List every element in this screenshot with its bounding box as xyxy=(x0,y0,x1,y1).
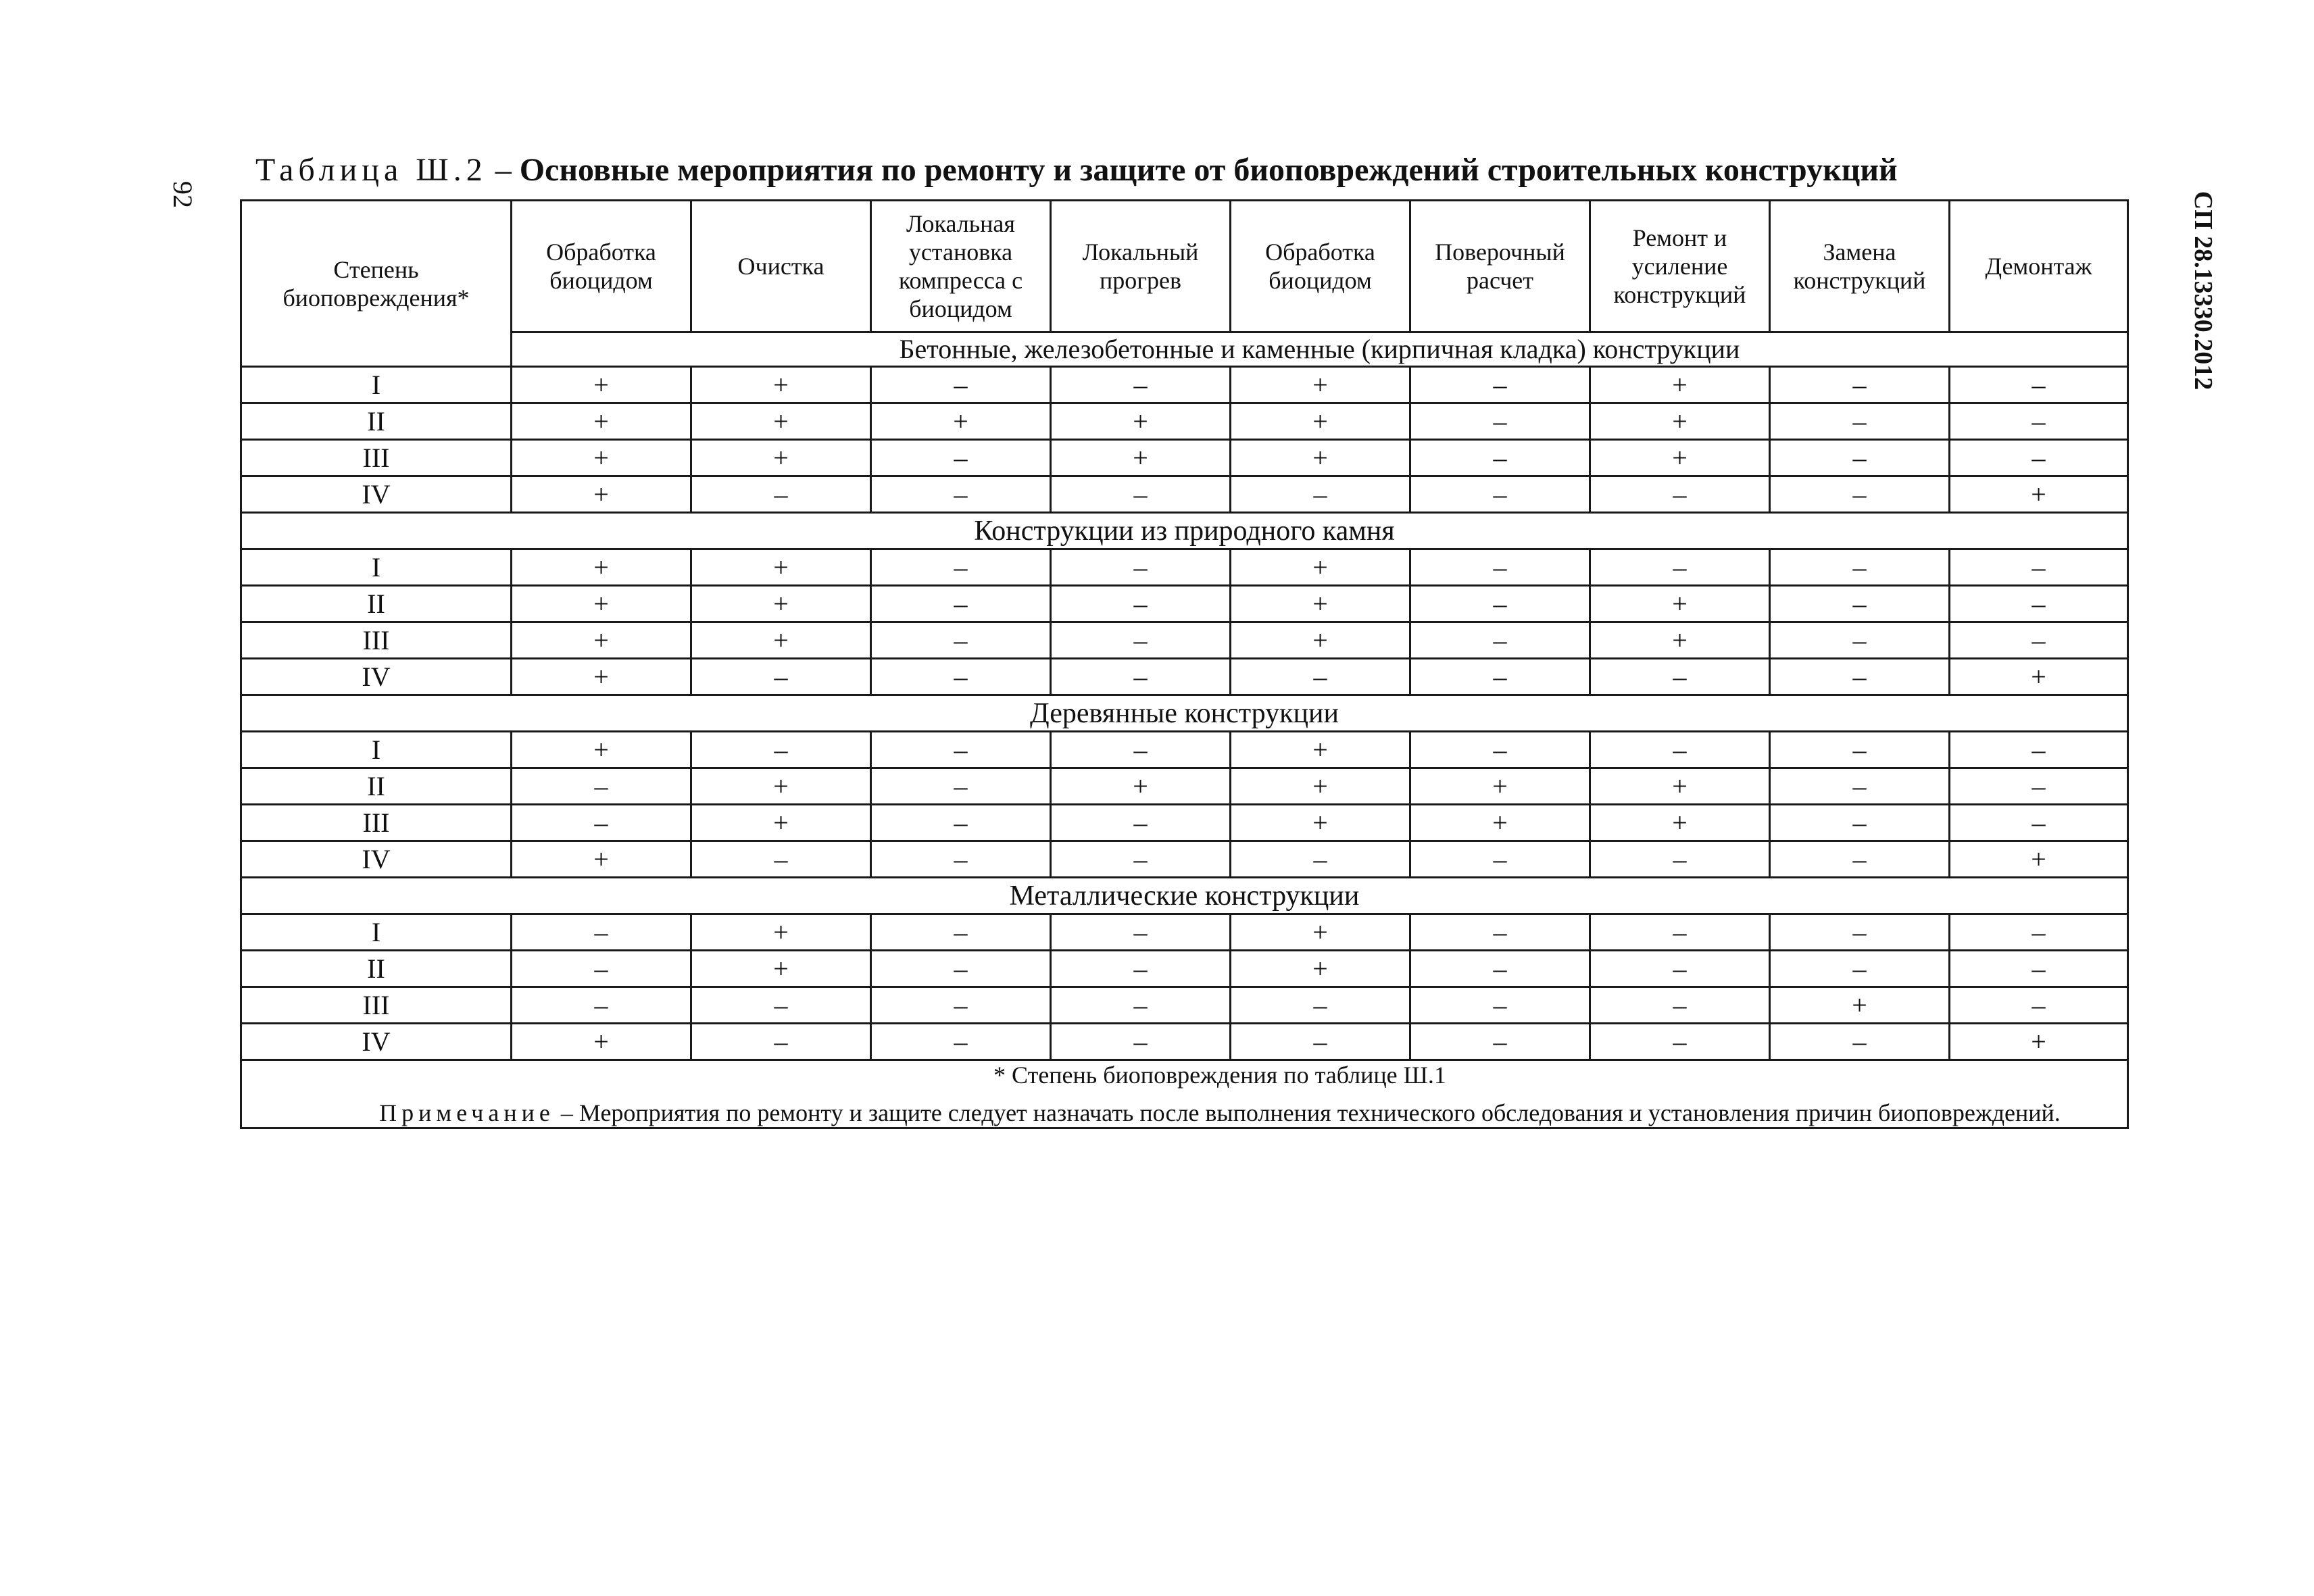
table-cell: + xyxy=(1231,586,1410,622)
table-cell: + xyxy=(1410,805,1590,841)
table-cell: – xyxy=(1051,549,1231,586)
table-cell: – xyxy=(512,987,691,1024)
table-cell: – xyxy=(1051,914,1231,951)
table-cell: – xyxy=(1770,549,1950,586)
table-cell: – xyxy=(1410,549,1590,586)
table-cell: – xyxy=(1051,367,1231,403)
header-degree: Степень биоповреждения* xyxy=(241,201,512,367)
table-cell: – xyxy=(871,367,1051,403)
footnote: * Степень биоповреждения по таблице Ш.1 xyxy=(993,1062,1446,1089)
table-cell: – xyxy=(1950,440,2128,476)
table-cell: – xyxy=(1950,805,2128,841)
table-cell: + xyxy=(1590,586,1770,622)
table-cell: – xyxy=(871,951,1051,987)
header-col-local-heating: Локальный прогрев xyxy=(1051,201,1231,332)
table-cell: – xyxy=(1770,440,1950,476)
degree-cell: II xyxy=(241,768,512,805)
degree-cell: II xyxy=(241,403,512,440)
table-cell: – xyxy=(1051,841,1231,878)
caption-dash: – xyxy=(487,152,520,188)
table-row xyxy=(241,659,2128,695)
table-cell: + xyxy=(1770,987,1950,1024)
table-cell: – xyxy=(1590,659,1770,695)
table-cell: – xyxy=(871,586,1051,622)
table-cell: – xyxy=(1950,367,2128,403)
table-cell: – xyxy=(1231,1024,1410,1060)
table-cell: – xyxy=(1231,841,1410,878)
degree-cell: IV xyxy=(241,841,512,878)
table-cell: – xyxy=(1770,367,1950,403)
table-cell: – xyxy=(1051,586,1231,622)
table-cell: + xyxy=(1231,367,1410,403)
measures-table xyxy=(240,199,2129,1129)
table-cell: – xyxy=(1770,586,1950,622)
table-cell: – xyxy=(1410,403,1590,440)
header-col-biocide-treatment: Обработка биоцидом xyxy=(512,201,691,332)
table-cell: – xyxy=(1590,951,1770,987)
table-cell: + xyxy=(512,586,691,622)
table-cell: – xyxy=(1590,732,1770,768)
table-cell: + xyxy=(512,1024,691,1060)
table-cell: – xyxy=(691,841,871,878)
header-col-dismantling: Демонтаж xyxy=(1950,201,2128,332)
table-cell: + xyxy=(1051,440,1231,476)
table-cell: – xyxy=(1590,476,1770,513)
degree-cell: III xyxy=(241,440,512,476)
note-label: Примечание xyxy=(379,1099,555,1126)
table-cell: – xyxy=(1770,403,1950,440)
table-cell: – xyxy=(871,476,1051,513)
table-cell: – xyxy=(1051,951,1231,987)
table-cell: – xyxy=(1051,1024,1231,1060)
table-row xyxy=(241,403,2128,440)
table-cell: + xyxy=(512,841,691,878)
table-cell: – xyxy=(1770,659,1950,695)
table-cell: + xyxy=(1231,403,1410,440)
table-cell: – xyxy=(1590,914,1770,951)
table-cell: + xyxy=(1051,403,1231,440)
table-cell: + xyxy=(1231,951,1410,987)
degree-cell: I xyxy=(241,732,512,768)
table-row xyxy=(241,987,2128,1024)
table-cell: – xyxy=(691,659,871,695)
table-cell: + xyxy=(1231,440,1410,476)
note-text: Мероприятия по ремонту и защите следует назначать после выполнения технического обследования и установления причин биоповреждений. xyxy=(578,1099,2061,1126)
table-cell: – xyxy=(1410,367,1590,403)
table-cell: + xyxy=(691,586,871,622)
table-cell: – xyxy=(1590,1024,1770,1060)
table-cell: + xyxy=(691,914,871,951)
section-title: Деревянные конструкции xyxy=(241,695,2128,732)
table-cell: – xyxy=(1410,951,1590,987)
table-row xyxy=(241,367,2128,403)
degree-cell: III xyxy=(241,805,512,841)
table-cell: + xyxy=(512,367,691,403)
table-row xyxy=(241,1024,2128,1060)
table-row xyxy=(241,805,2128,841)
table-cell: – xyxy=(1770,841,1950,878)
caption-label: Таблица Ш.2 xyxy=(255,152,487,188)
table-cell: – xyxy=(871,549,1051,586)
table-cell: + xyxy=(512,440,691,476)
notes-row xyxy=(241,1060,2128,1128)
table-cell: – xyxy=(1950,586,2128,622)
degree-cell: I xyxy=(241,367,512,403)
table-cell: – xyxy=(1231,659,1410,695)
header-col-biocide-treatment-2: Обработка биоцидом xyxy=(1231,201,1410,332)
header-col-local-compress: Локальная установка компресса с биоцидом xyxy=(871,201,1051,332)
table-row xyxy=(241,476,2128,513)
table-cell: – xyxy=(1410,440,1590,476)
table-cell: – xyxy=(1770,805,1950,841)
table-cell: – xyxy=(1770,951,1950,987)
degree-cell: III xyxy=(241,987,512,1024)
table-cell: – xyxy=(1231,476,1410,513)
table-cell: – xyxy=(1950,951,2128,987)
table-cell: – xyxy=(1410,659,1590,695)
table-cell: – xyxy=(1770,732,1950,768)
table-row xyxy=(241,549,2128,586)
section-title-row xyxy=(241,695,2128,732)
section-title: Металлические конструкции xyxy=(241,878,2128,914)
table-cell: + xyxy=(1590,367,1770,403)
table-cell: – xyxy=(1950,987,2128,1024)
table-cell: – xyxy=(512,768,691,805)
table-cell: – xyxy=(1950,403,2128,440)
caption-title: Основные мероприятия по ремонту и защите от биоповреждений строительных конструкций xyxy=(519,152,1898,188)
degree-cell: I xyxy=(241,914,512,951)
table-row xyxy=(241,951,2128,987)
table-cell: + xyxy=(512,549,691,586)
table-cell: + xyxy=(691,768,871,805)
table-cell: – xyxy=(1590,841,1770,878)
table-cell: + xyxy=(1051,768,1231,805)
table-cell: – xyxy=(1770,1024,1950,1060)
table-row xyxy=(241,586,2128,622)
degree-cell: IV xyxy=(241,476,512,513)
table-cell: – xyxy=(1770,914,1950,951)
table-cell: + xyxy=(1590,768,1770,805)
section-title: Конструкции из природного камня xyxy=(241,513,2128,549)
degree-cell: II xyxy=(241,586,512,622)
table-cell: – xyxy=(1051,805,1231,841)
table-cell: + xyxy=(1950,476,2128,513)
table-cell: + xyxy=(691,367,871,403)
table-cell: – xyxy=(1770,476,1950,513)
table-cell: – xyxy=(871,805,1051,841)
table-cell: + xyxy=(1590,622,1770,659)
table-cell: – xyxy=(1051,622,1231,659)
table-cell: – xyxy=(1770,622,1950,659)
table-cell: + xyxy=(1410,768,1590,805)
table-cell: – xyxy=(1770,768,1950,805)
table-row xyxy=(241,440,2128,476)
table-cell: – xyxy=(1410,914,1590,951)
table-cell: + xyxy=(691,403,871,440)
table-cell: + xyxy=(1590,805,1770,841)
table-cell: + xyxy=(871,403,1051,440)
table-cell: – xyxy=(691,1024,871,1060)
degree-cell: I xyxy=(241,549,512,586)
header-col-cleaning: Очистка xyxy=(691,201,871,332)
table-cell: + xyxy=(512,659,691,695)
group-label-concrete: Бетонные, железобетонные и каменные (кирпичная кладка) конструкции xyxy=(512,332,2128,367)
table-cell: + xyxy=(1231,768,1410,805)
note-dash: – xyxy=(554,1099,579,1126)
table-cell: – xyxy=(691,987,871,1024)
table-cell: – xyxy=(1590,549,1770,586)
table-cell: – xyxy=(871,659,1051,695)
table-cell: – xyxy=(512,951,691,987)
table-cell: + xyxy=(512,476,691,513)
note xyxy=(242,1099,2127,1127)
table-cell: + xyxy=(1950,659,2128,695)
table-cell: – xyxy=(871,440,1051,476)
section-title-row xyxy=(241,513,2128,549)
table-cell: + xyxy=(1231,914,1410,951)
table-row xyxy=(241,914,2128,951)
table-cell: – xyxy=(1950,768,2128,805)
table-caption xyxy=(255,150,1898,191)
table-cell: – xyxy=(1410,476,1590,513)
table-cell: + xyxy=(691,440,871,476)
notes-cell xyxy=(241,1060,2128,1128)
degree-cell: II xyxy=(241,951,512,987)
table-row xyxy=(241,841,2128,878)
table-cell: – xyxy=(871,732,1051,768)
table-cell: – xyxy=(1410,987,1590,1024)
table-cell: + xyxy=(691,951,871,987)
table-cell: – xyxy=(691,476,871,513)
table-cell: – xyxy=(1410,586,1590,622)
table-cell: – xyxy=(1590,987,1770,1024)
table-cell: + xyxy=(1231,549,1410,586)
table-cell: + xyxy=(1950,1024,2128,1060)
table-cell: – xyxy=(512,914,691,951)
degree-cell: IV xyxy=(241,1024,512,1060)
header-row xyxy=(241,201,2128,332)
table-cell: – xyxy=(1051,732,1231,768)
table-cell: + xyxy=(512,622,691,659)
table-cell: – xyxy=(1950,732,2128,768)
table-cell: – xyxy=(1051,659,1231,695)
degree-cell: IV xyxy=(241,659,512,695)
table-cell: – xyxy=(871,622,1051,659)
table-cell: + xyxy=(691,805,871,841)
table-cell: – xyxy=(871,768,1051,805)
section-title-row xyxy=(241,878,2128,914)
table-cell: – xyxy=(1950,622,2128,659)
table-cell: + xyxy=(1231,732,1410,768)
table-cell: – xyxy=(1051,987,1231,1024)
table-cell: – xyxy=(1950,914,2128,951)
degree-cell: III xyxy=(241,622,512,659)
table-cell: + xyxy=(1950,841,2128,878)
table-cell: – xyxy=(512,805,691,841)
table-cell: – xyxy=(871,1024,1051,1060)
table-cell: – xyxy=(1051,476,1231,513)
table-cell: – xyxy=(871,841,1051,878)
table-row xyxy=(241,768,2128,805)
table-cell: + xyxy=(1231,805,1410,841)
table-cell: – xyxy=(871,987,1051,1024)
table-cell: + xyxy=(1590,440,1770,476)
table-row xyxy=(241,732,2128,768)
document-code: СП 28.13330.2012 xyxy=(2189,191,2217,391)
table-cell: + xyxy=(1231,622,1410,659)
table-cell: – xyxy=(1410,732,1590,768)
header-col-verification-calc: Поверочный расчет xyxy=(1410,201,1590,332)
table-cell: + xyxy=(512,403,691,440)
table-cell: – xyxy=(1410,622,1590,659)
table-cell: + xyxy=(1590,403,1770,440)
table-cell: – xyxy=(1410,841,1590,878)
page-number: 92 xyxy=(168,181,198,208)
header-col-repair-reinforcement: Ремонт и усиление конструкций xyxy=(1590,201,1770,332)
table-cell: + xyxy=(691,622,871,659)
table-cell: + xyxy=(691,549,871,586)
table-cell: – xyxy=(1950,549,2128,586)
header-col-replacement: Замена конструкций xyxy=(1770,201,1950,332)
table-cell: – xyxy=(1231,987,1410,1024)
table-cell: – xyxy=(691,732,871,768)
table-cell: + xyxy=(512,732,691,768)
table-cell: – xyxy=(1410,1024,1590,1060)
table-cell: – xyxy=(871,914,1051,951)
group-label-row xyxy=(241,332,2128,367)
table-row xyxy=(241,622,2128,659)
